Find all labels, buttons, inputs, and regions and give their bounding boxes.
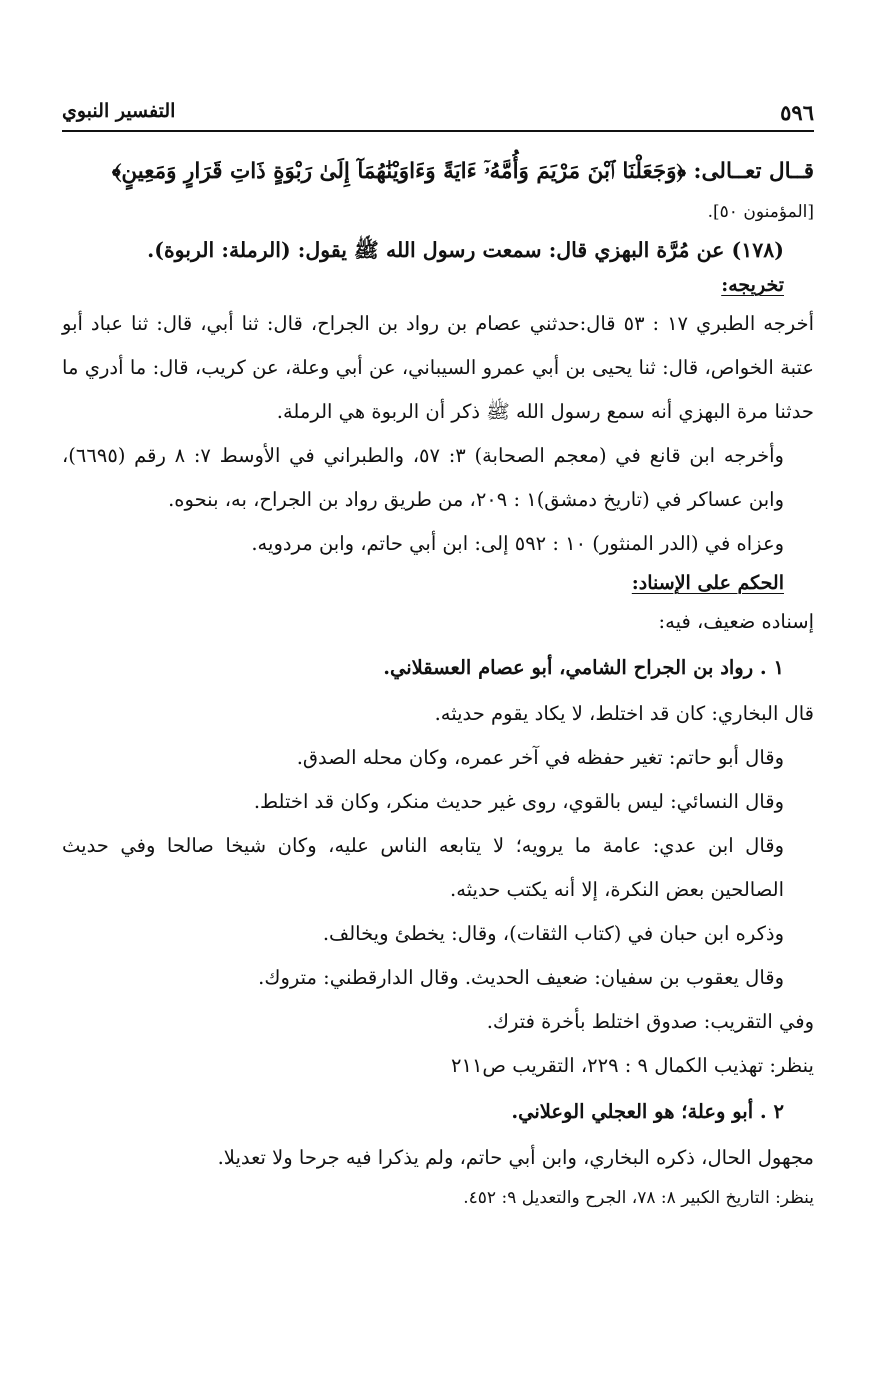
- takhrij-paragraph-1: أخرجه الطبري ١٧ : ٥٣ قال:حدثني عصام بن رواد بن الجراح، قال: ثنا أبي، قال: ثنا عباد أبو عتبة الخواص، قال: ثنا يحيى بن أبي عمرو السيباني، عن أبي وعلة، عن كريب، قال: ما أدري ما حدثنا مرة البهزي أنه سمع رسول الله ﷺ ذكر أن الربوة هي الرملة.: [62, 312, 814, 423]
- narrator-1-line: وقال ابن عدي: عامة ما يرويه؛ لا يتابعه الناس عليه، وكان شيخا صالحا وفي حديث الصالحين بعض النكرة، إلا أنه يكتب حديثه.: [62, 834, 784, 901]
- page-number: ٥٩٦: [780, 100, 814, 125]
- quran-verse: [62, 146, 814, 198]
- hadith-text: (١٧٨) عن مُرَّة البهزي قال: سمعت رسول الله ﷺ يقول: (الرملة: الربوة).: [147, 238, 784, 262]
- narrator-1-line: وذكره ابن حبان في (كتاب الثقات)، وقال: يخطئ ويخالف.: [322, 922, 784, 945]
- narrator-1-title: ١ . رواد بن الجراح الشامي، أبو عصام العسقلاني.: [383, 656, 784, 679]
- page-header: [62, 100, 814, 132]
- isnad-heading: الحكم على الإسناد:: [631, 572, 784, 594]
- narrator-2-line: مجهول الحال، ذكره البخاري، وابن أبي حاتم، ولم يذكرا فيه جرحا ولا تعديلا.: [217, 1146, 814, 1169]
- page-body: [62, 146, 814, 1216]
- narrator-1-line: وقال يعقوب بن سفيان: ضعيف الحديث. وقال الدارقطني: متروك.: [258, 966, 784, 989]
- isnad-intro: إسناده ضعيف، فيه:: [658, 610, 814, 633]
- narrator-1-line: وقال النسائي: ليس بالقوي، روى غير حديث منكر، وكان قد اختلط.: [253, 790, 784, 813]
- verse-text: ﴿وَجَعَلْنَا ٱبْنَ مَرْيَمَ وَأُمَّهُۥٓ ءَايَةً وَءَاوَيْنَٰهُمَآ إِلَىٰ رَبْوَةٍ ذَاتِ قَرَارٍ وَمَعِينٍ﴾: [111, 159, 687, 184]
- narrator-2-title: ٢ . أبو وعلة؛ هو العجلي الوعلاني.: [511, 1100, 784, 1123]
- takhrij-paragraph-2: وأخرجه ابن قانع في (معجم الصحابة) ٣: ٥٧، والطبراني في الأوسط ٧: ٨ رقم (٦٦٩٥)، وابن عساكر في (تاريخ دمشق)١ : ٢٠٩، من طريق رواد بن الجراح، به، بنحوه.: [62, 444, 784, 511]
- narrator-1-line: وفي التقريب: صدوق اختلط بأخرة فترك.: [486, 1010, 814, 1033]
- takhrij-paragraph-3: وعزاه في (الدر المنثور) ١٠ : ٥٩٢ إلى: ابن أبي حاتم، وابن مردويه.: [251, 532, 784, 555]
- running-title: التفسير النبوي: [62, 100, 176, 122]
- narrator-1-line: وقال أبو حاتم: تغير حفظه في آخر عمره، وكان محله الصدق.: [296, 746, 784, 769]
- narrator-2-reference: ينظر: التاريخ الكبير ٨: ٧٨، الجرح والتعديل ٩: ٤٥٢.: [463, 1188, 814, 1208]
- narrator-1-reference: ينظر: تهذيب الكمال ٩ : ٢٢٩، التقريب ص٢١١: [451, 1054, 814, 1077]
- verse-intro: قــال تعــالى:: [686, 159, 814, 184]
- verse-reference: [المؤمنون ٥٠].: [707, 202, 814, 222]
- narrator-1-line: قال البخاري: كان قد اختلط، لا يكاد يقوم حديثه.: [434, 702, 814, 725]
- takhrij-heading: تخريجه:: [721, 274, 784, 296]
